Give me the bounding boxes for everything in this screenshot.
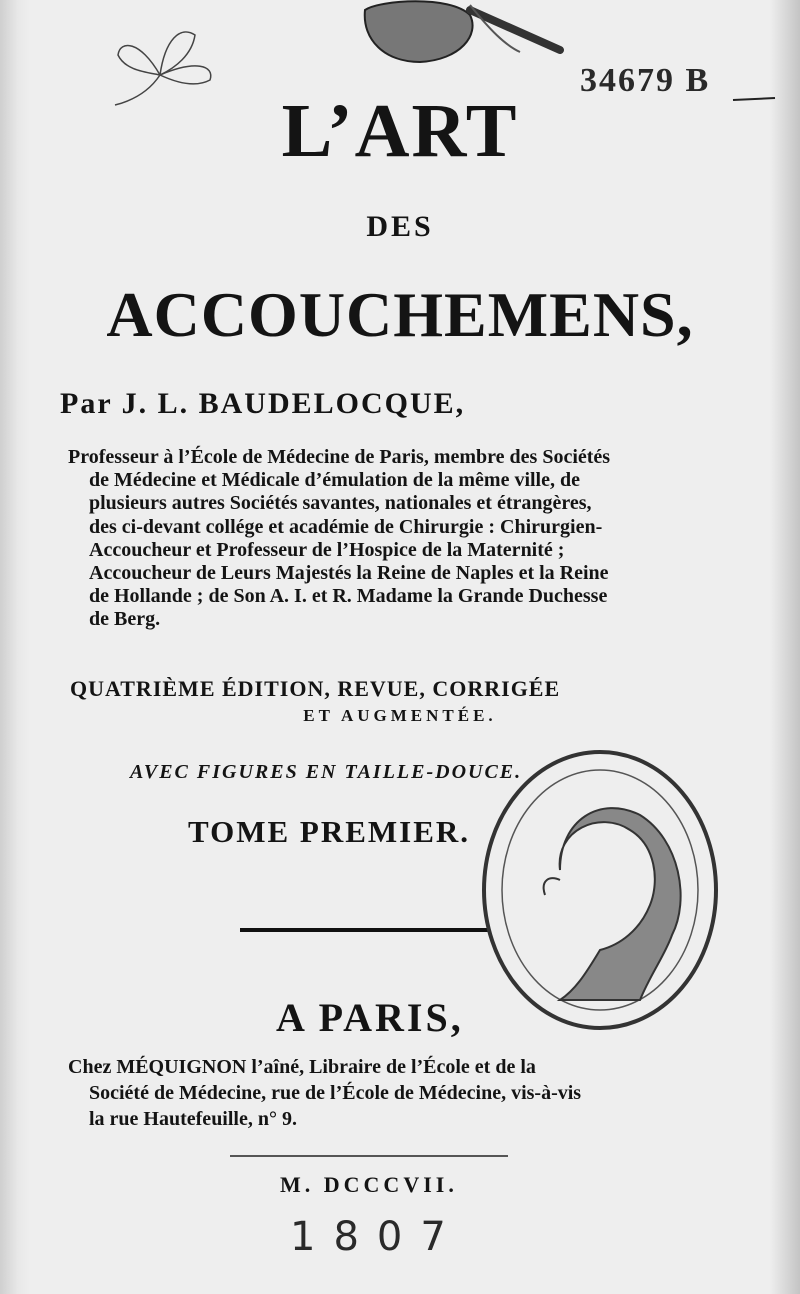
biography-line: Accoucheur de Leurs Majestés la Reine de Naples et la Reine bbox=[89, 562, 609, 585]
imprint-date: M. DCCCVII. bbox=[280, 1172, 458, 1197]
edition-line-2: ET AUGMENTÉE. bbox=[303, 706, 497, 725]
biography-line: Accoucheur et Professeur de l’Hospice de la Maternité ; bbox=[89, 538, 565, 561]
handwritten-year: 1807 bbox=[290, 1214, 464, 1260]
biography-line: des ci-devant collége et académie de Chirurgie : Chirurgien- bbox=[89, 515, 603, 538]
title-line-1: L’ART bbox=[281, 89, 519, 173]
imprint-place: A PARIS, bbox=[276, 995, 464, 1040]
biography-line: plusieurs autres Sociétés savantes, nationales et étrangères, bbox=[89, 492, 592, 515]
volume-title: TOME PREMIER. bbox=[188, 814, 471, 849]
publisher-line: la rue Hautefeuille, n° 9. bbox=[89, 1108, 297, 1130]
title-line-2: DES bbox=[366, 210, 434, 243]
shelfmark-number: 34679 B bbox=[580, 62, 711, 99]
author-line: Par J. L. BAUDELOCQUE, bbox=[60, 387, 466, 420]
biography-line: de Berg. bbox=[89, 608, 161, 631]
author-biography bbox=[68, 446, 718, 632]
library-stamp-bust-icon bbox=[484, 752, 716, 1028]
publisher-line: Chez MÉQUIGNON l’aîné, Libraire de l’École et de la bbox=[68, 1056, 536, 1078]
pencil-sketch-icon bbox=[365, 1, 560, 62]
figures-note: AVEC FIGURES EN TAILLE-DOUCE. bbox=[130, 761, 523, 783]
publisher-block bbox=[68, 1054, 581, 1132]
biography-line: de Hollande ; de Son A. I. et R. Madame la Grande Duchesse bbox=[89, 585, 608, 608]
biography-line: de Médecine et Médicale d’émulation de la même ville, de bbox=[89, 469, 580, 492]
publisher-line: Société de Médecine, rue de l’École de Médecine, vis-à-vis bbox=[89, 1082, 582, 1104]
title-line-3: ACCOUCHEMENS, bbox=[106, 279, 694, 350]
edition-line-1: QUATRIÈME ÉDITION, REVUE, CORRIGÉE bbox=[70, 676, 561, 701]
biography-line: Professeur à l’École de Médecine de Paris, membre des Sociétés bbox=[68, 446, 611, 468]
